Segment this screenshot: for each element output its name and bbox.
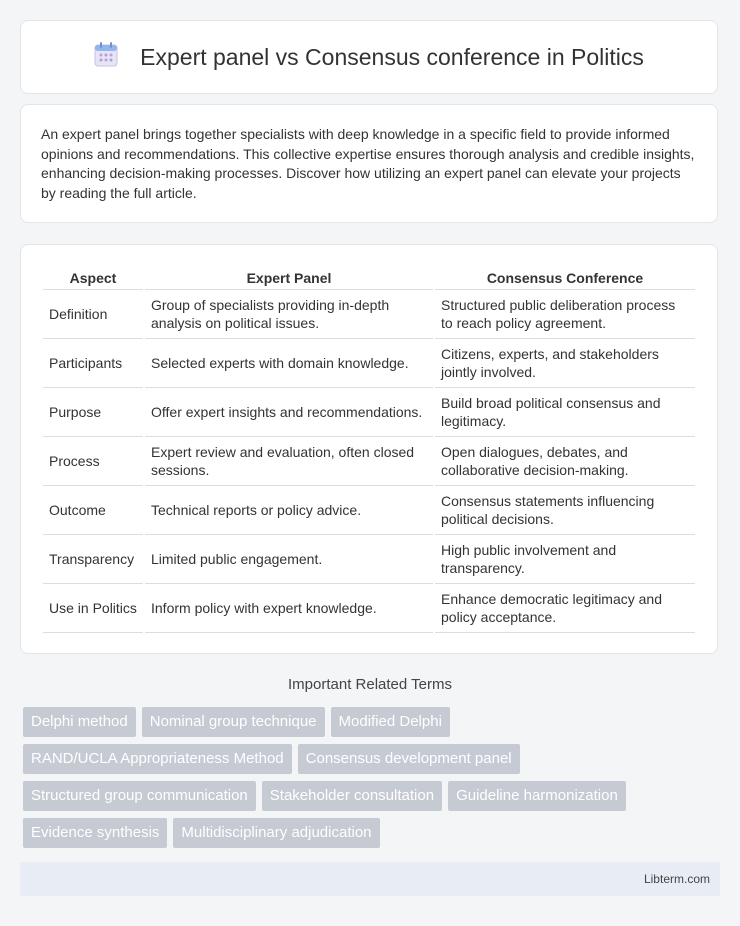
header-expert-panel: Expert Panel [145,267,433,290]
related-term-tag[interactable]: Modified Delphi [331,707,450,737]
row-expert-panel: Technical reports or policy advice. [145,486,433,535]
row-aspect: Outcome [43,486,143,535]
calendar-icon [94,42,118,73]
comparison-table [41,267,697,633]
row-consensus-conference: Citizens, experts, and stakeholders jointly involved. [435,339,695,388]
related-term-tag[interactable]: RAND/UCLA Appropriateness Method [23,744,292,774]
header-consensus-conference: Consensus Conference [435,267,695,290]
row-consensus-conference: Open dialogues, debates, and collaborative decision-making. [435,437,695,486]
table-row [43,584,695,633]
row-aspect: Process [43,437,143,486]
related-terms-list [23,707,703,855]
table-row [43,339,695,388]
related-terms-title: Important Related Terms [288,676,452,693]
table-row [43,290,695,339]
row-expert-panel: Offer expert insights and recommendations. [145,388,433,437]
related-term-tag[interactable]: Delphi method [23,707,136,737]
row-consensus-conference: Structured public deliberation process to reach policy agreement. [435,290,695,339]
related-term-tag[interactable]: Stakeholder consultation [262,781,442,811]
row-expert-panel: Inform policy with expert knowledge. [145,584,433,633]
page-title: Expert panel vs Consensus conference in Politics [140,43,644,70]
row-consensus-conference: Enhance democratic legitimacy and policy acceptance. [435,584,695,633]
row-consensus-conference: Build broad political consensus and legitimacy. [435,388,695,437]
row-expert-panel: Expert review and evaluation, often closed sessions. [145,437,433,486]
table-row [43,486,695,535]
row-consensus-conference: High public involvement and transparency. [435,535,695,584]
header-aspect: Aspect [43,267,143,290]
table-row [43,437,695,486]
related-term-tag[interactable]: Guideline harmonization [448,781,626,811]
row-consensus-conference: Consensus statements influencing political decisions. [435,486,695,535]
related-term-tag[interactable]: Consensus development panel [298,744,520,774]
row-aspect: Participants [43,339,143,388]
related-term-tag[interactable]: Multidisciplinary adjudication [173,818,379,848]
related-term-tag[interactable]: Evidence synthesis [23,818,167,848]
table-header-row [43,267,695,290]
row-aspect: Transparency [43,535,143,584]
row-expert-panel: Selected experts with domain knowledge. [145,339,433,388]
footer-site-link[interactable]: Libterm.com [643,872,710,886]
table-row [43,388,695,437]
intro-text: An expert panel brings together specialists with deep knowledge in a specific field to provide informed opinions and recommendations. This collective expertise ensures thorough analysis and credible insights, enhancing decision-making processes. Discover how utilizing an expert panel can elevate your projects by reading the full article. [41,126,695,201]
related-term-tag[interactable]: Structured group communication [23,781,256,811]
table-row [43,535,695,584]
row-aspect: Use in Politics [43,584,143,633]
comparison-card [20,244,718,654]
row-aspect: Purpose [43,388,143,437]
related-term-tag[interactable]: Nominal group technique [142,707,325,737]
row-aspect: Definition [43,290,143,339]
title-card [20,20,718,94]
row-expert-panel: Limited public engagement. [145,535,433,584]
row-expert-panel: Group of specialists providing in-depth analysis on political issues. [145,290,433,339]
footer [20,862,720,896]
intro-card [20,104,718,223]
